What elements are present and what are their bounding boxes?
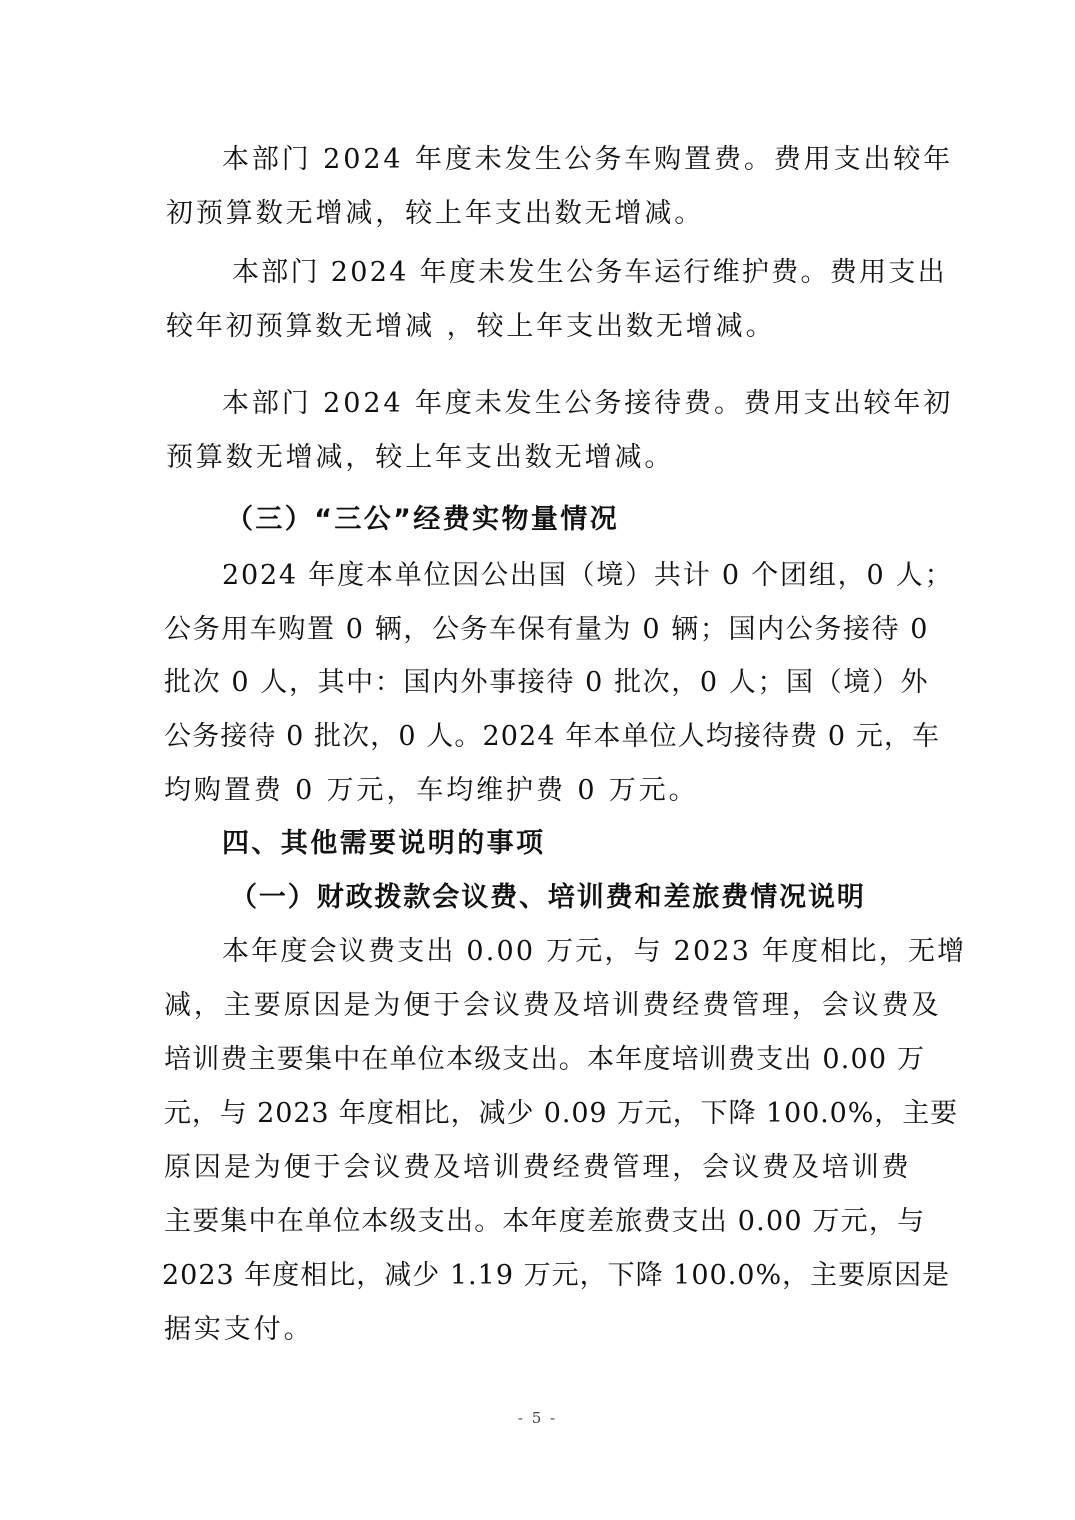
text-line: 2023 年度相比，减少 1.19 万元，下降 100.0%，主要原因是: [162, 1260, 951, 1291]
text-line: 均购置费 0 万元，车均维护费 0 万元。: [164, 775, 699, 806]
text-line: 批次 0 人，其中：国内外事接待 0 批次，0 人；国（境）外: [164, 667, 930, 698]
text-line: 初预算数无增减，较上年支出数无增减。: [166, 198, 705, 229]
text-line: 本部门 2024 年度未发生公务车购置费。费用支出较年: [222, 144, 954, 175]
text-line: 2024 年度本单位因公出国（境）共计 0 个团组，0 人；: [222, 560, 954, 591]
text-line: 较年初预算数无增减 ，较上年支出数无增减。: [166, 311, 776, 342]
text-line: 减，主要原因是为便于会议费及培训费经费管理，会议费及: [164, 990, 942, 1021]
text-line: 据实支付。: [164, 1314, 314, 1345]
text-line: 预算数无增减，较上年支出数无增减。: [166, 442, 675, 473]
text-line: 元，与 2023 年度相比，减少 0.09 万元，下降 100.0%，主要: [164, 1098, 958, 1129]
page-number: - 5 -: [517, 1409, 558, 1427]
text-line: 本年度会议费支出 0.00 万元，与 2023 年度相比，无增: [222, 936, 967, 967]
section-heading: （三）“三公”经费实物量情况: [226, 504, 620, 535]
section-heading: （一）财政拨款会议费、培训费和差旅费情况说明: [230, 882, 866, 913]
text-line: 公务接待 0 批次，0 人。2024 年本单位人均接待费 0 元，车: [164, 721, 941, 752]
text-line: 原因是为便于会议费及培训费经费管理，会议费及培训费: [164, 1152, 912, 1183]
text-line: 培训费主要集中在单位本级支出。本年度培训费支出 0.00 万: [164, 1044, 926, 1075]
text-line: 本部门 2024 年度未发生公务车运行维护费。费用支出: [232, 257, 947, 288]
text-line: 本部门 2024 年度未发生公务接待费。费用支出较年初: [222, 388, 954, 419]
section-heading: 四、其他需要说明的事项: [222, 828, 546, 859]
text-line: 公务用车购置 0 辆，公务车保有量为 0 辆；国内公务接待 0: [164, 614, 930, 645]
text-line: 主要集中在单位本级支出。本年度差旅费支出 0.00 万元，与: [164, 1206, 926, 1237]
